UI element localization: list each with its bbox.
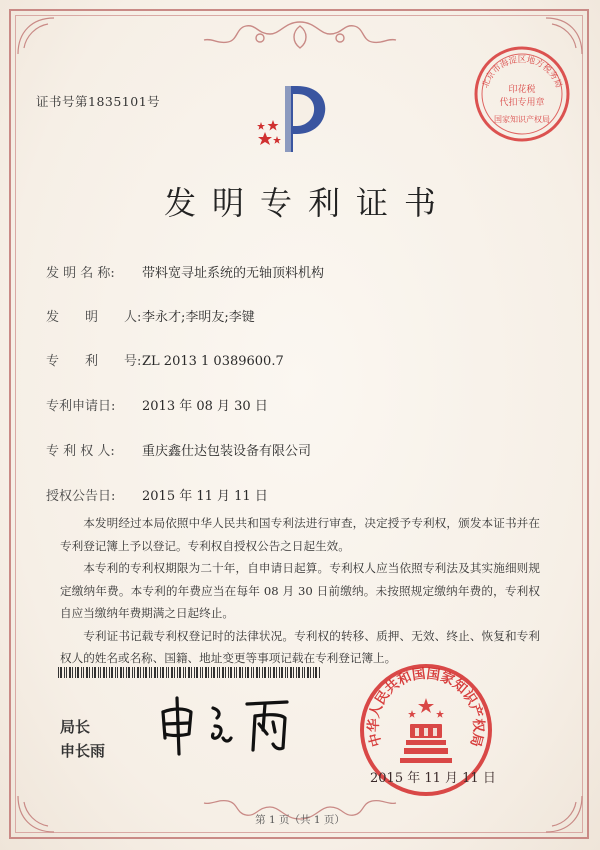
signature-printed-name: 申长雨 — [60, 742, 106, 760]
grant-date-value: 2015 年 11 月 11 日 — [142, 489, 268, 504]
grant-date-field — [46, 485, 268, 504]
patentee-field — [46, 440, 311, 459]
patent-office-logo-icon — [255, 82, 335, 154]
issue-date: 2015 年 11 月 11 日 — [370, 771, 496, 786]
corner-ornament-bottom-left — [14, 786, 64, 836]
barcode — [58, 667, 323, 678]
grant-date-label: 授权公告日: — [46, 489, 116, 504]
certificate-body — [60, 512, 540, 670]
inventors-label: 发 明 人: — [46, 310, 142, 325]
patent-number-label: 专 利 号: — [46, 354, 142, 369]
tax-seal-line2: 印花税 — [508, 85, 536, 95]
patentee-value: 重庆鑫仕达包装设备有限公司 — [142, 444, 312, 459]
signature-title: 局长 — [60, 718, 91, 736]
corner-ornament-top-left — [14, 14, 64, 64]
inventors-field — [46, 306, 255, 325]
main-seal-arc-text: 中华人民共和国国家知识产权局 — [365, 665, 487, 749]
patent-number-value: ZL 2013 1 0389600.7 — [142, 354, 284, 369]
certificate-number: 证书号第1835101号 — [36, 94, 161, 109]
page-title: 发明专利证书 — [163, 184, 452, 222]
invention-name-field — [46, 262, 324, 281]
invention-name-label: 发 明 名 称: — [46, 266, 115, 281]
filing-date-value: 2013 年 08 月 30 日 — [142, 399, 268, 414]
handwritten-signature — [155, 690, 300, 758]
top-ornament — [200, 16, 400, 56]
corner-ornament-bottom-right — [536, 786, 586, 836]
tax-seal-line4: 国家知识产权局 — [494, 115, 550, 124]
tax-seal-line3: 代扣专用章 — [499, 98, 545, 108]
tax-seal-arc-text: 北京市海淀区地方税务局 — [480, 55, 564, 90]
page-number: 第 1 页（共 1 页） — [255, 814, 345, 826]
patent-number-field — [46, 350, 284, 369]
patentee-label: 专 利 权 人: — [46, 444, 115, 459]
filing-date-label: 专利申请日: — [46, 399, 116, 414]
inventors-value: 李永才;李明友;李键 — [142, 310, 255, 325]
body-paragraph-2: 本专利的专利权期限为二十年，自申请日起算。专利权人应当依照专利法及其实施细则规定缴纳年费。本专利的年费应当在每年 08 月 30 日前缴纳。未按照规定缴纳年费的，专利权自应当缴纳年费期满之日起终止。 — [60, 561, 540, 620]
invention-name-value: 带料宽寻址系统的无轴顶料机构 — [142, 266, 325, 281]
body-paragraph-1: 本发明经过本局依照中华人民共和国专利法进行审查，决定授予专利权，颁发本证书并在专利登记簿上予以登记。专利权自授权公告之日起生效。 — [60, 516, 540, 553]
body-paragraph-3: 专利证书记载专利权登记时的法律状况。专利权的转移、质押、无效、终止、恢复和专利权人的姓名或名称、国籍、地址变更等事项记载在专利登记簿上。 — [60, 628, 540, 665]
tax-seal-stamp — [470, 42, 574, 146]
filing-date-field — [46, 395, 268, 414]
